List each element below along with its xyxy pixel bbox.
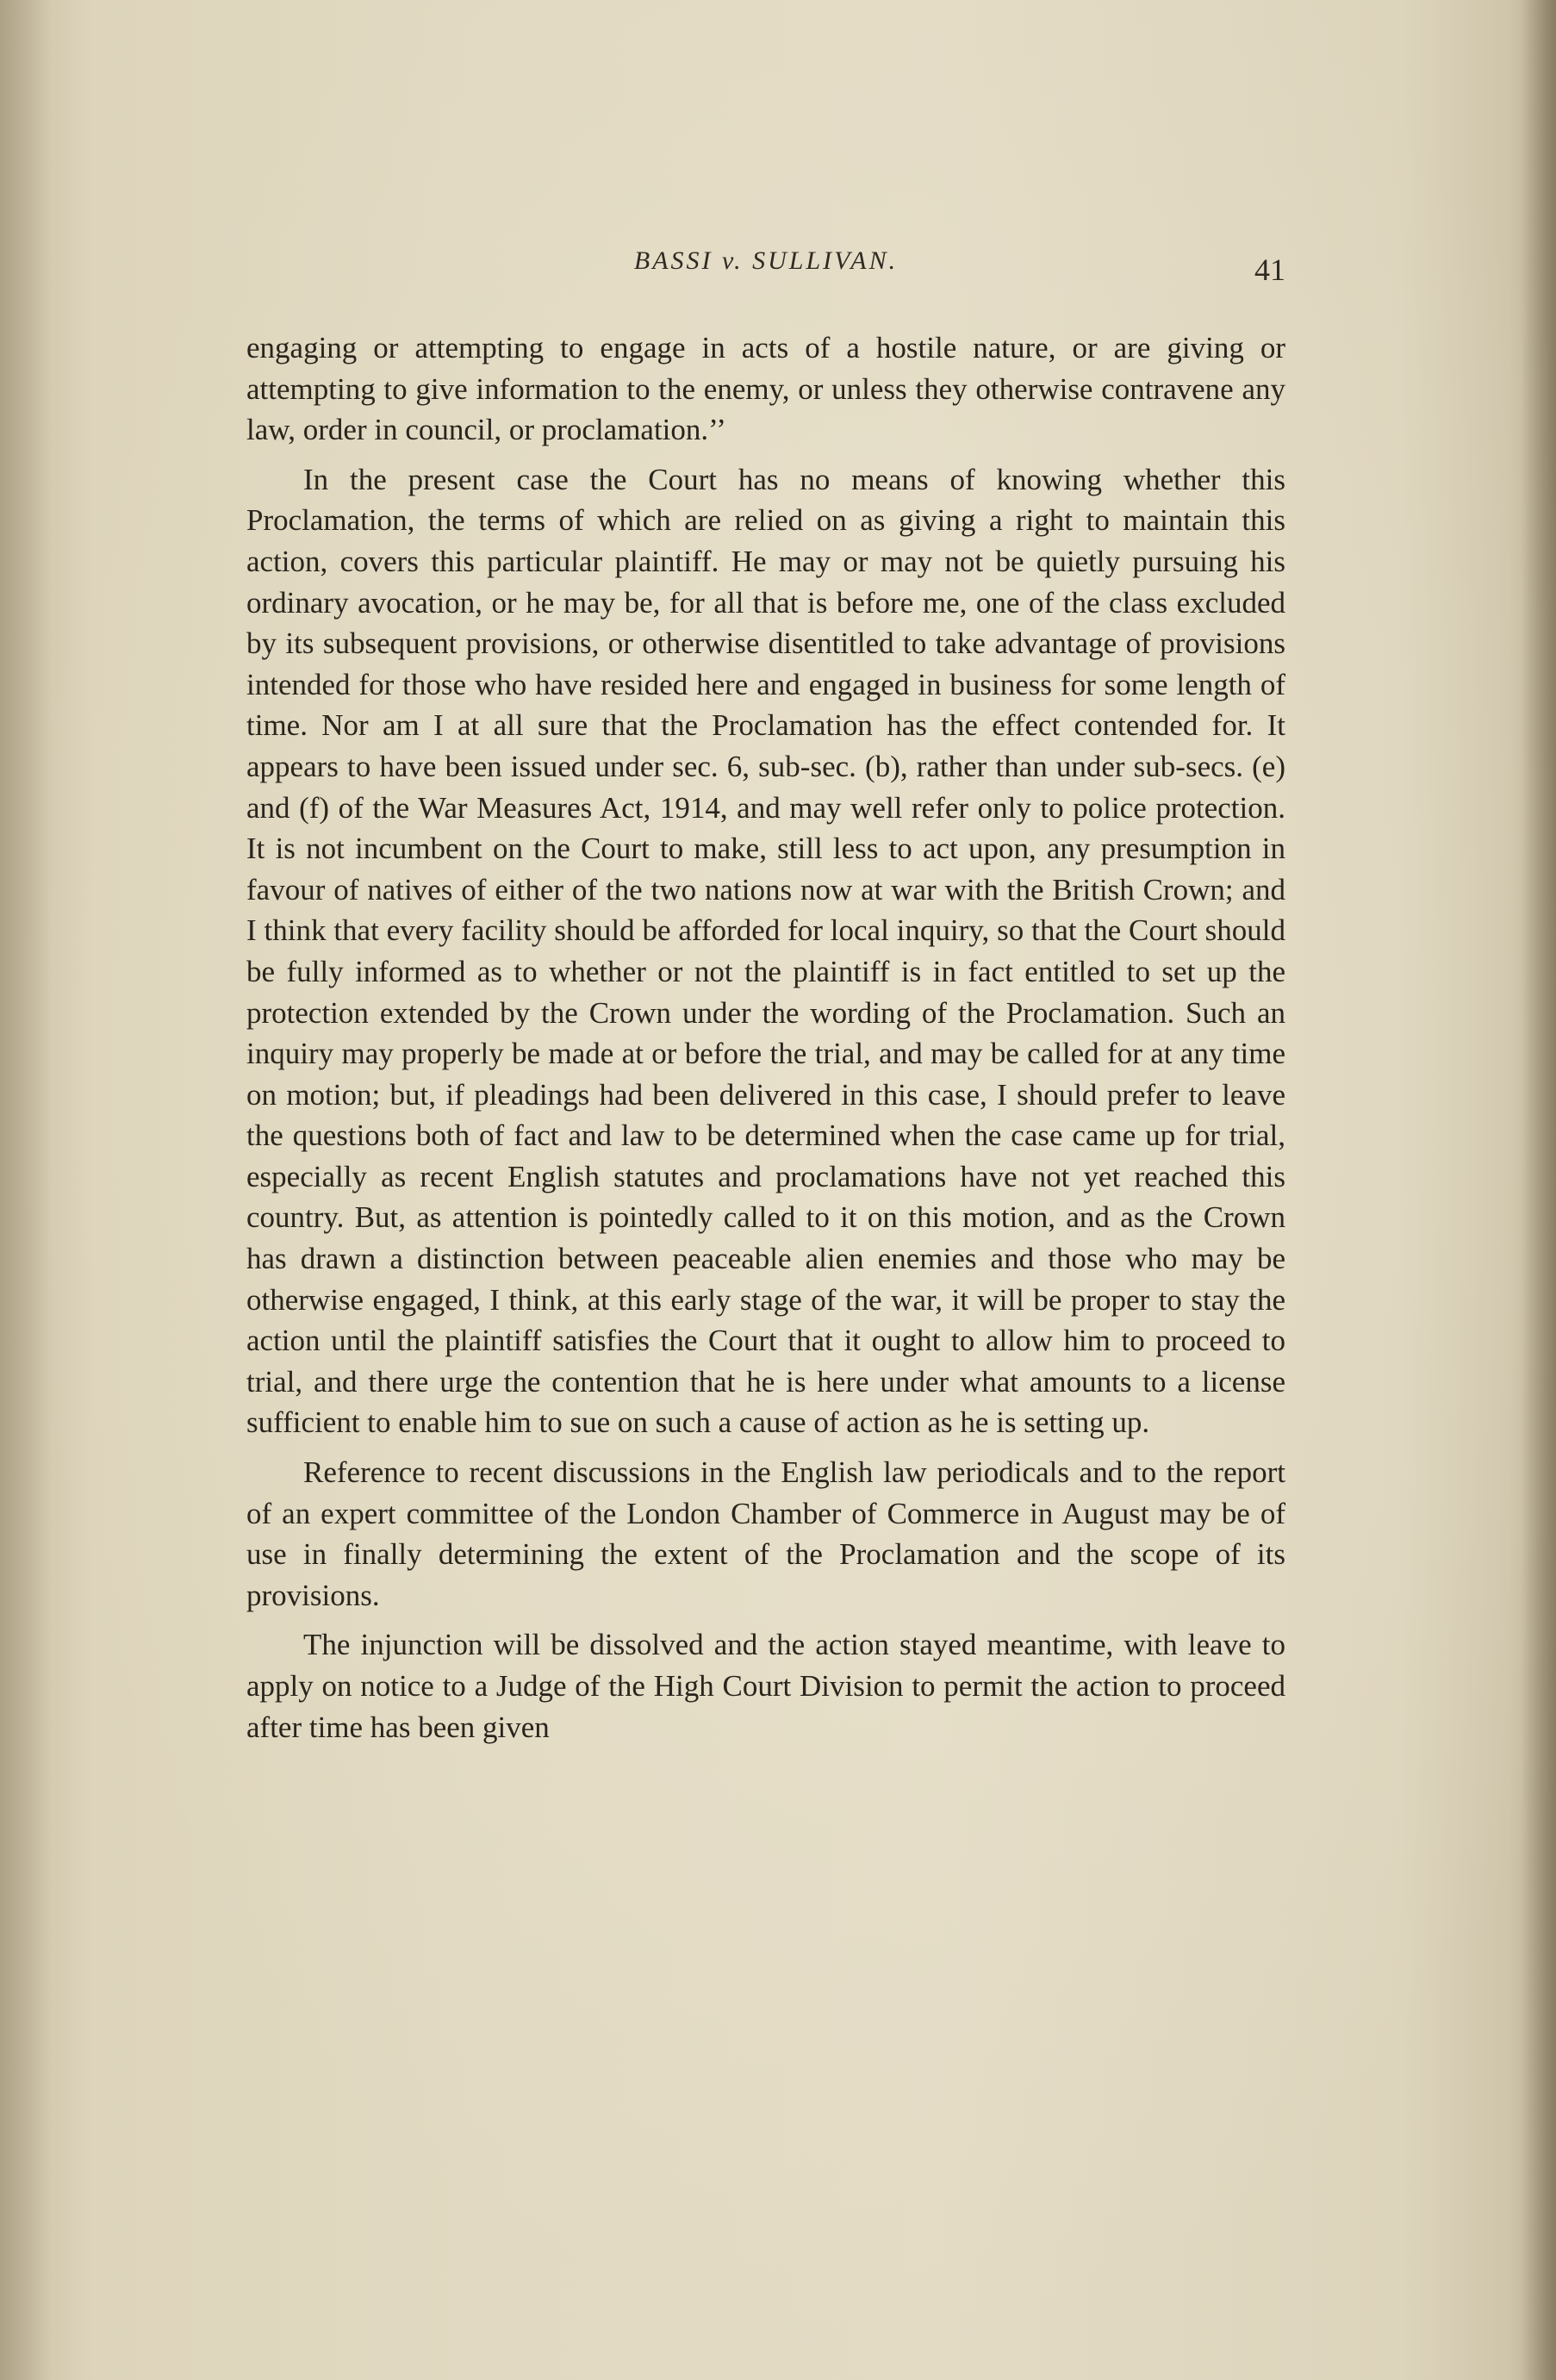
- page-edge-shadow: [1522, 0, 1556, 2380]
- spine-shadow: [0, 0, 52, 2380]
- paragraph: The injunction will be dissolved and the action stayed meantime, with leave to apply on notice to a Judge of the High Court Division to permit the action to proceed after time has been given: [246, 1628, 1285, 1744]
- paragraph: In the present case the Court has no means of knowing whether this Proclamation, the terms of which are relied on as giving a right to maintain this action, covers this particular plaintiff. He may or may not be quietly pursuing his ordinary avocation, or he may be, for all that is before me, one of the class excluded by its subsequent provisions, or otherwise disentitled to take advantage of provisions intended for those who have resided here and engaged in business for some length of time. Nor am I at all sure that the Proclamation has the effect contended for. It appears to have been issued under sec. 6, sub-sec. (b), rather than under sub-secs. (e) and (f) of the War Measures Act, 1914, and may well refer only to police protection. It is not incumbent on the Court to make, still less to act upon, any presumption in favour of natives of either of the two nations now at war with the British Crown; and I think that every facility should be afforded for local inquiry, so that the Court should be fully informed as to whether or not the plaintiff is in fact entitled to set up the protection extended by the Crown under the wording of the Proclamation. Such an inquiry may properly be made at or before the trial, and may be called for at any time on motion; but, if pleadings had been delivered in this case, I should prefer to leave the questions both of fact and law to be determined when the case came up for trial, especially as recent English statutes and proclamations have not yet reached this country. But, as attention is pointedly called to it on this motion, and as the Crown has drawn a distinction between peaceable alien enemies and those who may be otherwise engaged, I think, at this early stage of the war, it will be proper to stay the action until the plaintiff satisfies the Court that it ought to allow him to proceed to trial, and there urge the contention that he is here under what amounts to a license sufficient to enable him to sue on such a cause of action as he is setting up.: [246, 462, 1285, 1440]
- page-number: 41: [1254, 252, 1285, 287]
- body-text: [246, 327, 1285, 1748]
- paragraph-continuation: engaging or attempting to engage in acts of a hostile nature, or are giving or attempting to give information to the enemy, or unless they otherwise contravene any law, order in council, or proclamation.’’: [246, 331, 1285, 447]
- paragraph: Reference to recent discussions in the English law periodicals and to the report of an expert committee of the London Chamber of Commerce in August may be of use in finally determining the extent of the Proclamation and the scope of its provisions.: [246, 1455, 1285, 1612]
- running-title: BASSI v. SULLIVAN.: [633, 246, 899, 275]
- running-head: [246, 246, 1285, 298]
